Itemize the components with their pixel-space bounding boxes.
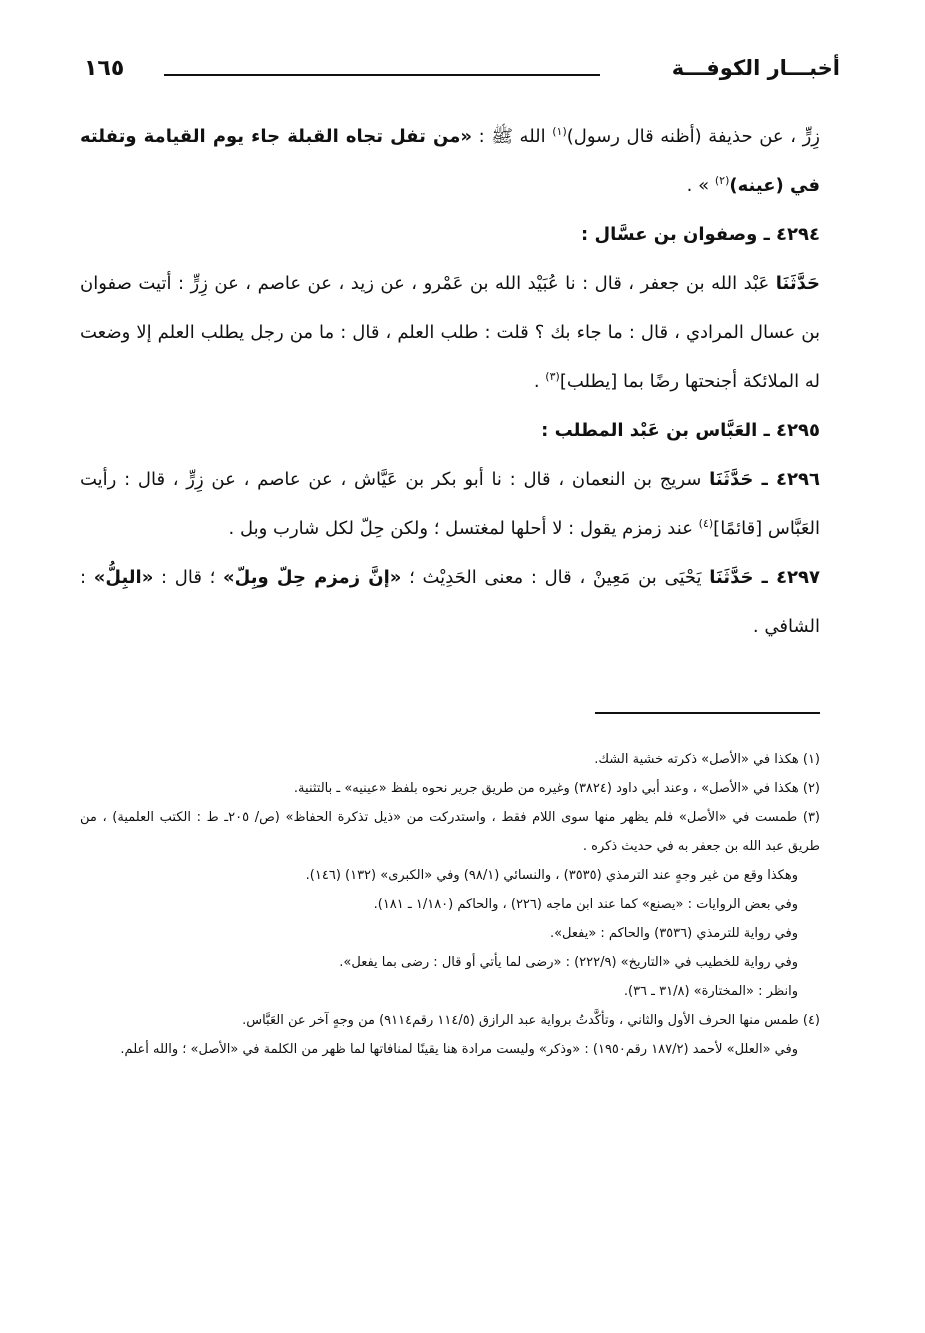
heading-4295: ٤٢٩٥ ـ العَبَّاس بن عَبْد المطلب : (541, 420, 820, 441)
text-run: عَبْد الله بن جعفر ، قال : نا عُبَيْد الله بن عَمْرو ، عن زيد ، عن عاصم ، عن زِرٍّ : أتيت صفوان بن عسال المرادي ، قال : ما جاء بك ؟ قلت : طلب العلم ، قال : ما من رجل يطلب العلم إلا وضعت له الملائكة أجنحتها رضًا بما [يطلب] (80, 273, 820, 392)
footnote-4-line: وفي «العلل» لأحمد (١٨٧/٢ رقم١٩٥٠) : «وذكر» وليست مرادة هنا يقينًا لمنافاتها لما ظهر من الكلمة في «الأصل» ؛ والله أعلم. (120, 1042, 798, 1057)
text-run: » . (686, 175, 715, 196)
text-run: : الشافي . (80, 567, 820, 637)
footnote-ref-1: (١) (552, 125, 567, 138)
footnote-separator (595, 712, 820, 714)
hadith-number: ٤٢٩٧ ـ (753, 567, 821, 588)
page-number: ١٦٥ (84, 56, 125, 81)
paragraph-hadith-4293-end (80, 112, 820, 210)
page-header (84, 48, 840, 92)
term-quote: «البِلُّ» (93, 567, 154, 588)
main-text (80, 112, 820, 651)
footnotes (80, 745, 820, 1064)
footnote-2: (٢) هكذا في «الأصل» ، وعند أبي داود (٣٨٢٤) وغيره من طريق جرير نحوه بلفظ «عينيه» ـ بالتثنية. (293, 781, 820, 796)
paragraph-4296 (80, 455, 820, 553)
footnote-ref-2: (٢) (714, 174, 730, 187)
footnote-3-line: وانظر : «المختارة» (٣١/٨ ـ ٣٦). (623, 984, 798, 999)
footnote-3-line: وفي رواية للترمذي (٣٥٣٦) والحاكم : «يفعل». (549, 926, 798, 941)
text-run: زِرٍّ ، عن حذيفة (أظنه قال رسول) (566, 126, 820, 147)
running-title: أخبـــار الكوفـــة (671, 56, 840, 80)
footnote-3-line: وفي بعض الروايات : «يصنع» كما عند ابن ماجه (٢٢٦) ، والحاكم (١/١٨٠ ـ ١٨١). (373, 897, 798, 912)
footnote-4: (٤) طمس منها الحرف الأول والثاني ، وتأكَّدتُ برواية عبد الرازق (١١٤/٥ رقم٩١١٤) من وجهٍ آخر عن العَبَّاس. (242, 1013, 820, 1028)
haddathana: حَدَّثَنَا (709, 567, 754, 588)
heading-4294: ٤٢٩٤ ـ وصفوان بن عسَّال : (581, 224, 820, 245)
text-run: سريج بن النعمان ، قال : نا أبو بكر بن عَيَّاش ، عن عاصم ، عن زِرٍّ ، قال : رأيت العَبَّاس [قائمًا] (80, 469, 820, 539)
text-run: . (533, 371, 546, 392)
haddathana: حَدَّثَنَا (775, 273, 820, 294)
paragraph-safwan (80, 259, 820, 406)
footnote-3-line: وهكذا وقع من غير وجهٍ عند الترمذي (٣٥٣٥) ، والنسائي (٩٨/١) وفي «الكبرى» (١٣٢) (١٤٦). (305, 868, 798, 883)
header-rule (164, 74, 600, 76)
text-run: الله ﷺ : (472, 126, 553, 147)
footnote-ref-3: (٣) (545, 370, 560, 383)
footnote-ref-4: (٤) (698, 517, 714, 530)
hadith-number: ٤٢٩٦ ـ (753, 469, 820, 490)
hadith-quote: «إنَّ زمزم حِلّ وبِلّ» (223, 567, 402, 588)
haddathana: حَدَّثَنَا (709, 469, 754, 490)
footnote-3-line: وفي رواية للخطيب في «التاريخ» (٢٢٢/٩) : «رضى لما يأتي أو قال : رضى بما يفعل». (339, 955, 798, 970)
text-run: يَحْيَى بن مَعِينْ ، قال : معنى الحَدِيْث ؛ (401, 567, 710, 588)
text-run: ؛ قال : (153, 567, 224, 588)
footnote-3: (٣) طمست في «الأصل» فلم يظهر منها سوى اللام فقط ، واستدركت من «ذيل تذكرة الحفاظ» (ص/ ٢٠٥ـ ط : الكتب العلمية) ، من طريق عبد الله بن جعفر به في حديث ذكره . (80, 810, 820, 854)
footnote-1: (١) هكذا في «الأصل» ذكرته خشية الشك. (594, 752, 820, 767)
hadith-quote: «من تفل تجاه القبلة جاء يوم القيامة وتفلته في (عينه) (80, 126, 820, 196)
text-run: عند زمزم يقول : لا أحلها لمغتسل ؛ ولكن حِلّ لكل شارب وبل . (228, 518, 699, 539)
paragraph-4297 (80, 553, 820, 651)
